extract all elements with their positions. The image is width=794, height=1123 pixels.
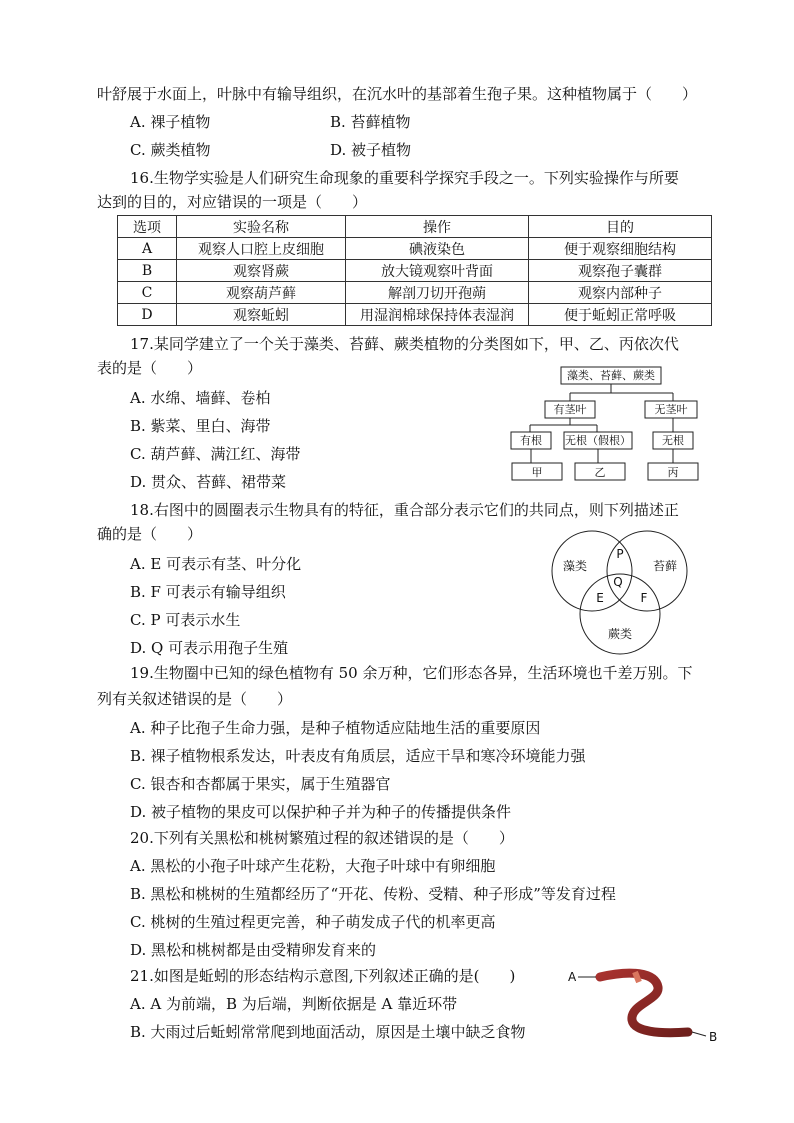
table-cell: D [118,304,177,326]
q15-option-b: B. 苔藓植物 [330,113,411,131]
table-cell: 观察葫芦藓 [177,282,346,304]
table-cell: 便于蚯蚓正常呼吸 [529,304,712,326]
diagram-right-label: 无茎叶 [654,403,688,416]
table-cell: C [118,282,177,304]
table-cell: B [118,260,177,282]
venn-label-q: Q [613,575,623,589]
venn-diagram [545,528,695,658]
earthworm-figure [560,962,720,1052]
q20-stem: 20.下列有关黑松和桃树繁殖过程的叙述错误的是（ ） [130,829,514,847]
q20-option-d: D. 黑松和桃树都是由受精卵发育来的 [130,941,377,959]
q19-stem-line1: 19.生物圈中已知的绿色植物有 50 余万种，它们形态各异，生活环境也千差万别。下 [130,664,693,682]
q20-option-b: B. 黑松和桃树的生殖都经历了“开花、传粉、受精、种子形成”等发育过程 [130,885,616,903]
venn-label-moss: 苔藓 [652,559,678,573]
diagram-leaf2-label: 乙 [594,466,606,479]
diagram-leaf1-label: 甲 [531,466,543,479]
table-cell: 观察人口腔上皮细胞 [177,238,346,260]
venn-label-p: P [616,547,624,561]
venn-label-fern: 蕨类 [607,627,633,641]
label-b-leader [692,1032,706,1036]
table-header-cell: 选项 [118,216,177,238]
venn-label-algae: 藻类 [562,559,588,573]
label-b: B [709,1030,718,1044]
table-cell: 观察孢子囊群 [529,260,712,282]
table-header-cell: 目的 [529,216,712,238]
q18-option-d: D. Q 可表示用孢子生殖 [130,639,289,657]
q16-table [117,215,712,326]
earthworm-body [600,973,688,1033]
table-row [118,282,712,304]
q19-option-c: C. 银杏和杏都属于果实，属于生殖器官 [130,775,391,793]
q21-option-a: A. A 为前端，B 为后端，判断依据是 A 靠近环带 [130,995,458,1013]
classification-diagram [505,362,715,486]
diagram-root-label: 藻类、苔藓、蕨类 [567,369,655,382]
q19-option-a: A. 种子比孢子生命力强，是种子植物适应陆地生活的重要原因 [130,719,541,737]
venn-label-f: F [640,591,648,605]
diagram-ll-label: 有根 [520,434,542,447]
table-cell: 观察肾蕨 [177,260,346,282]
diagram-left-label: 有茎叶 [553,403,587,416]
q19-option-d: D. 被子植物的果皮可以保护种子并为种子的传播提供条件 [130,803,512,821]
q15-option-c: C. 蕨类植物 [130,141,211,159]
q15-option-a: A. 裸子植物 [130,113,211,131]
q17-stem-line2: 表的是（ ） [97,359,203,377]
table-cell: 碘液染色 [346,238,529,260]
table-row [118,260,712,282]
q18-option-c: C. P 可表示水生 [130,611,241,629]
q16-stem-line2: 达到的目的，对应错误的一项是（ ） [97,193,368,211]
table-header-row [118,216,712,238]
q20-option-c: C. 桃树的生殖过程更完善，种子萌发成子代的机率更高 [130,913,496,931]
earthworm-clitellum [635,972,639,982]
q15-option-d: D. 被子植物 [330,141,412,159]
diagram-rr-label: 无根 [662,434,684,447]
table-row [118,238,712,260]
q17-option-d: D. 贯众、苔藓、裙带菜 [130,473,287,491]
q18-option-a: A. E 可表示有茎、叶分化 [130,555,302,573]
q18-stem-line1: 18.右图中的圆圈表示生物具有的特征，重合部分表示它们的共同点，则下列描述正 [130,501,679,519]
q15-stem: 叶舒展于水面上，叶脉中有输导组织，在沉水叶的基部着生孢子果。这种植物属于（ ） [97,85,698,103]
q17-option-b: B. 紫菜、里白、海带 [130,417,271,435]
q21-option-b: B. 大雨过后蚯蚓常常爬到地面活动，原因是土壤中缺乏食物 [130,1023,526,1041]
q19-option-b: B. 裸子植物根系发达，叶表皮有角质层，适应干旱和寒冷环境能力强 [130,747,586,765]
table-cell: 放大镜观察叶背面 [346,260,529,282]
diagram-lr-label: 无根（假根） [565,434,631,447]
table-cell: 便于观察细胞结构 [529,238,712,260]
label-a: A [568,970,577,984]
q19-stem-line2: 列有关叙述错误的是（ ） [97,690,293,708]
table-cell: 用湿润棉球保持体表湿润 [346,304,529,326]
q17-option-c: C. 葫芦藓、满江红、海带 [130,445,301,463]
table-cell: 观察内部种子 [529,282,712,304]
q18-option-b: B. F 可表示有输导组织 [130,583,286,601]
q16-stem-line1: 16.生物学实验是人们研究生命现象的重要科学探究手段之一。下列实验操作与所要 [130,169,679,187]
q17-option-a: A. 水绵、墙藓、卷柏 [130,389,271,407]
q17-stem-line1: 17.某同学建立了一个关于藻类、苔藓、蕨类植物的分类图如下，甲、乙、丙依次代 [130,335,679,353]
table-header-cell: 操作 [346,216,529,238]
diagram-leaf3-label: 丙 [667,466,679,479]
q20-option-a: A. 黑松的小孢子叶球产生花粉，大孢子叶球中有卵细胞 [130,857,496,875]
table-header-cell: 实验名称 [177,216,346,238]
table-cell: 观察蚯蚓 [177,304,346,326]
table-cell: A [118,238,177,260]
q21-stem: 21.如图是蚯蚓的形态结构示意图,下列叙述正确的是( ) [130,967,516,985]
table-row [118,304,712,326]
table-cell: 解剖刀切开孢蒴 [346,282,529,304]
q18-stem-line2: 确的是（ ） [97,525,203,543]
venn-label-e: E [596,591,604,605]
